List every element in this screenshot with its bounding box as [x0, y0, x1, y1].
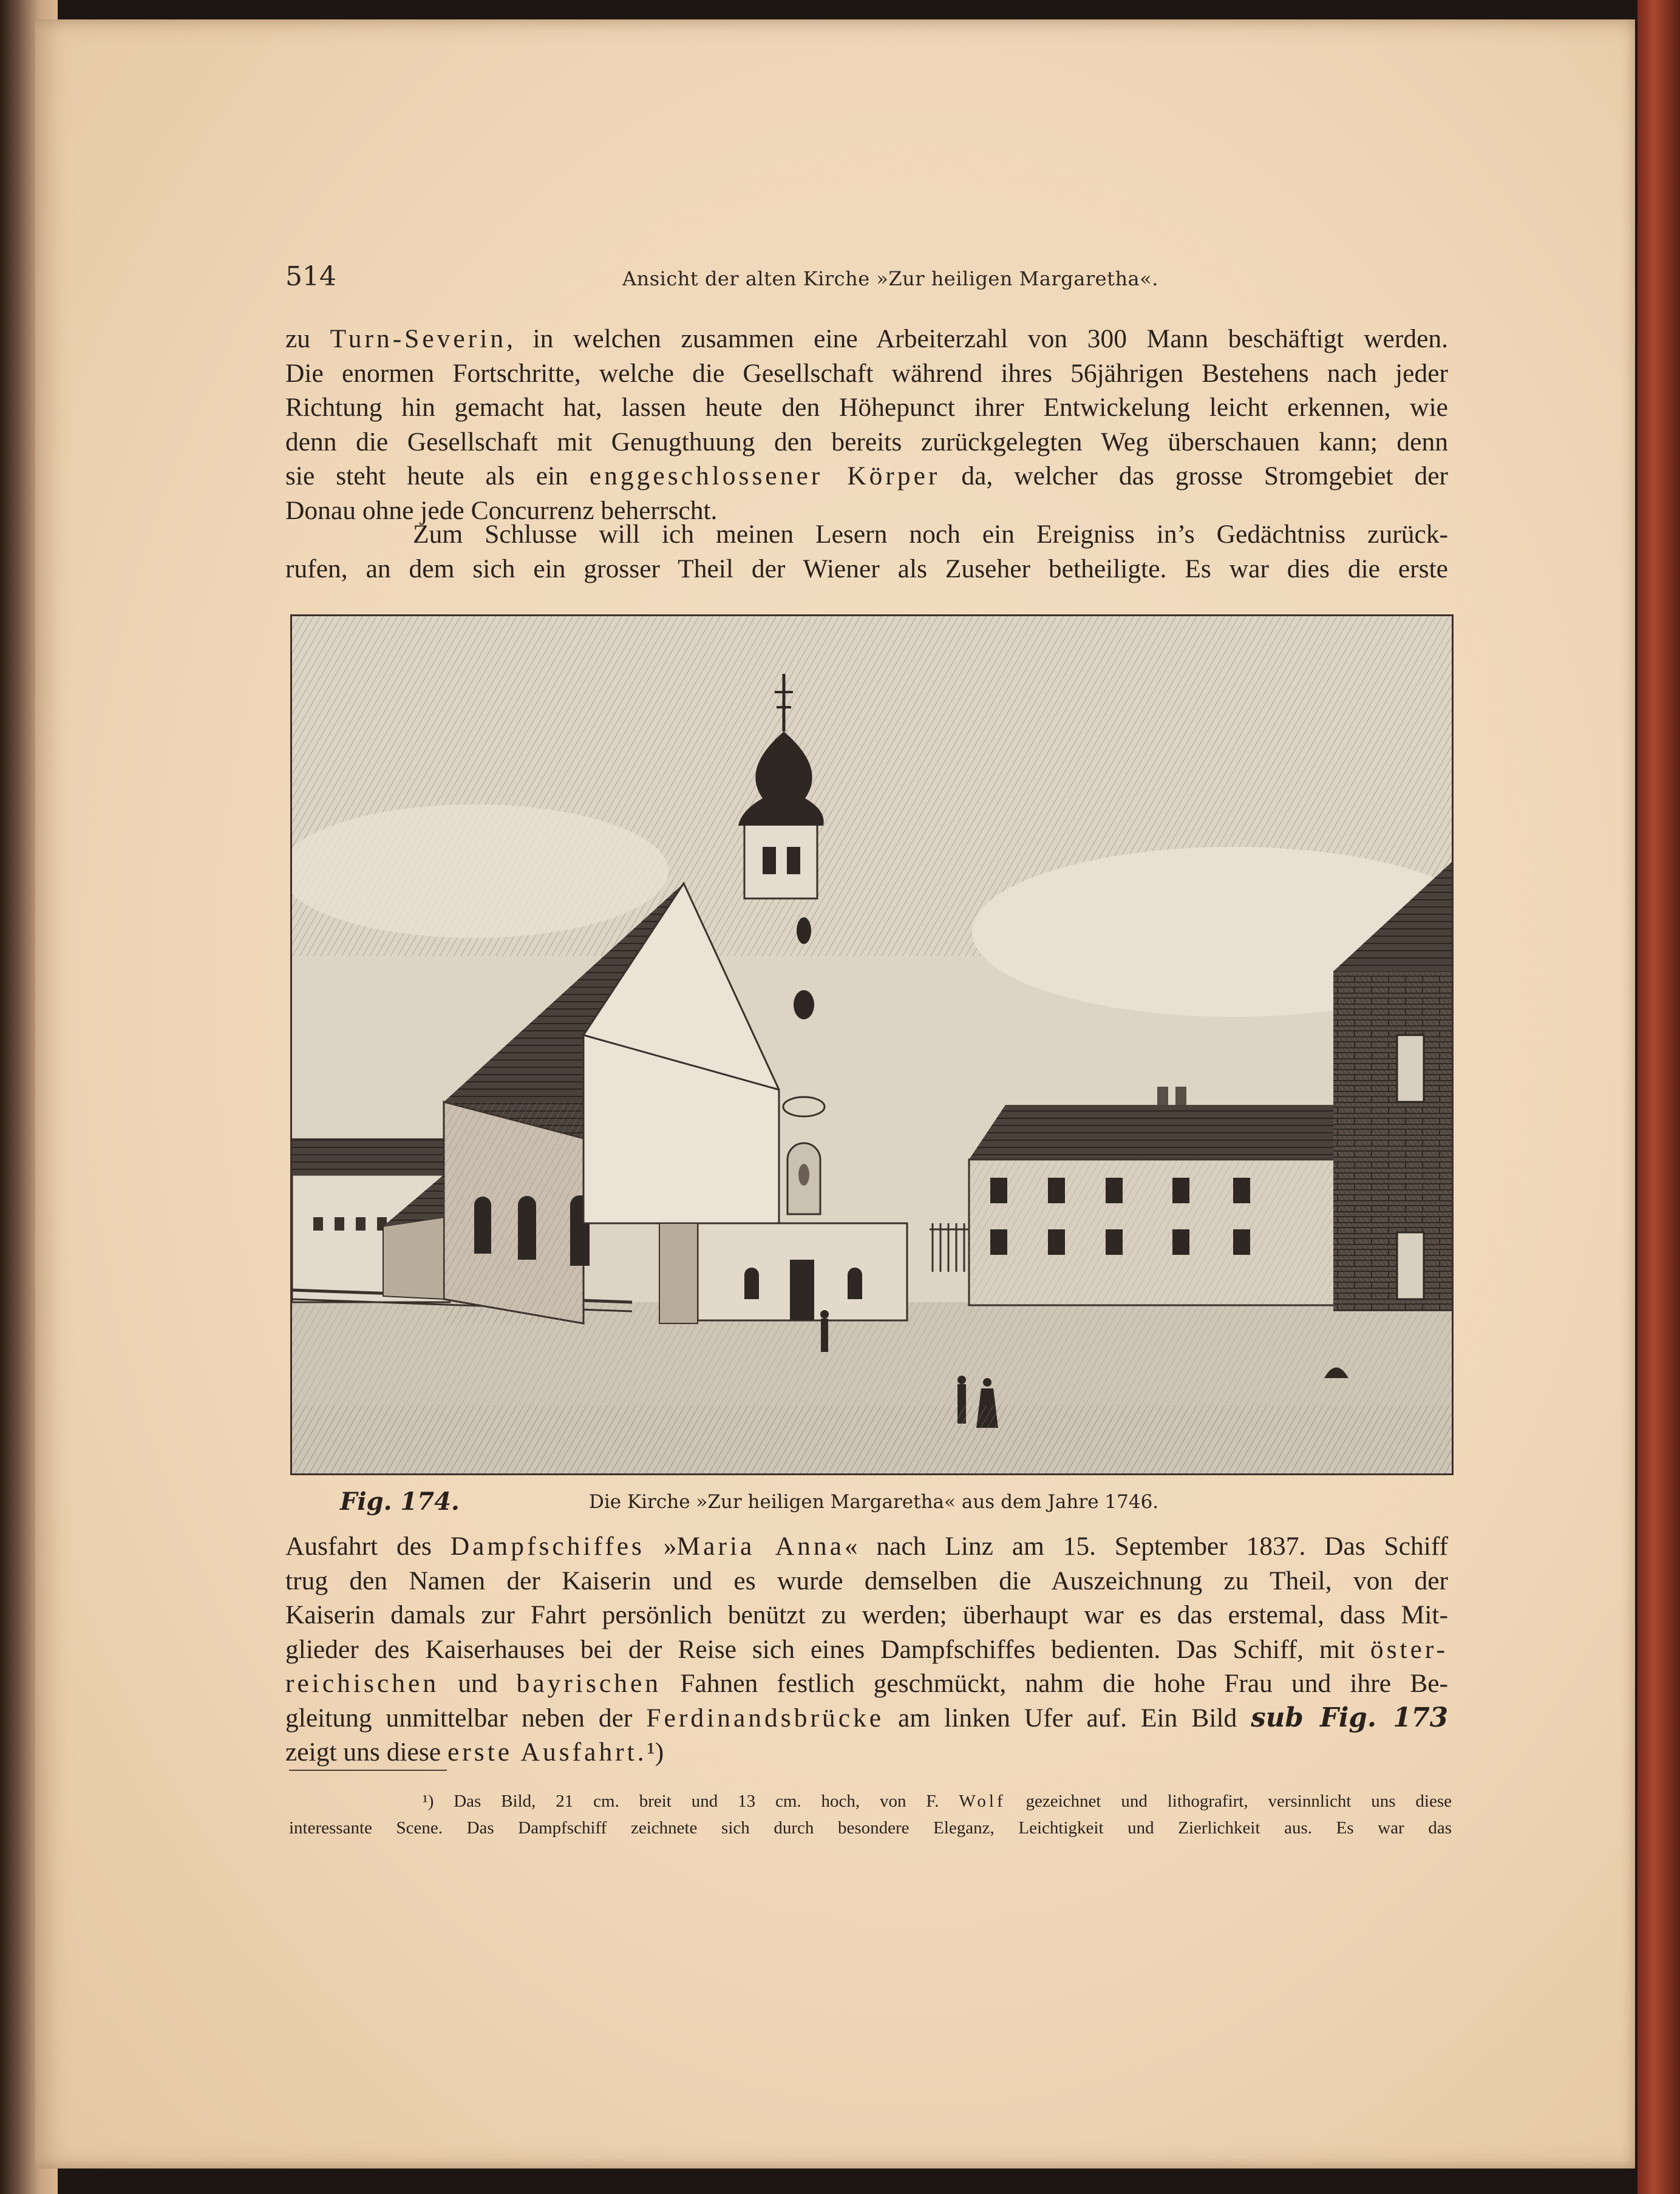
text-line: rufen, an dem sich ein grosser Theil der Wiener als Zuseher betheiligte. Es war dies die erste [285, 554, 1448, 583]
text-line: Die enormen Fortschritte, welche die Gesellschaft während ihres 56jährigen Bestehens nach jeder [285, 358, 1448, 388]
text-line: reichischen und bayrischen Fahnen festlich geschmückt, nahm die hohe Frau und ihre Be- [285, 1669, 1449, 1698]
book-edge [1637, 0, 1680, 2194]
church-illustration [290, 614, 1454, 1475]
text-line: zu Turn-Severin, in welchen zusammen eine Arbeiterzahl von 300 Mann beschäftigt werden. [285, 324, 1448, 353]
text-line: denn die Gesellschaft mit Genugthuung den bereits zurückgelegten Weg überschauen kann; denn [285, 427, 1448, 457]
text-line: Zum Schlusse will ich meinen Lesern noch ein Ereigniss in’s Gedächtniss zurück- [413, 520, 1448, 549]
text-line: sie steht heute als ein enggeschlossener Körper da, welcher das grosse Stromgebiet der [285, 461, 1448, 491]
text-line: Donau ohne jede Concurrenz beherrscht. [285, 495, 718, 525]
footnote [289, 1788, 1452, 1841]
footnote-line: ¹) Das Bild, 21 cm. breit und 13 cm. hoch, von F. Wolf gezeichnet und lithografirt, versinnlicht uns diese [423, 1792, 1452, 1811]
text-line: Ausfahrt des Dampfschiffes »Maria Anna« nach Linz am 15. September 1837. Das Schiff [285, 1532, 1449, 1561]
figure-label: Fig. 174. [340, 1487, 460, 1516]
paragraph-3 [285, 1529, 1448, 1770]
running-head: Ansicht der alten Kirche »Zur heiligen Margaretha«. [622, 267, 1158, 290]
text-line: Kaiserin damals zur Fahrt persönlich benützt zu werden; überhaupt war es das erstemal, dass Mit- [285, 1600, 1448, 1629]
page-number: 514 [285, 261, 336, 292]
paragraph-1 [285, 322, 1448, 528]
text-line: gleitung unmittelbar neben der Ferdinandsbrücke am linken Ufer auf. Ein Bild sub Fig. 173 [285, 1702, 1449, 1733]
text-line: Richtung hin gemacht hat, lassen heute den Höhepunct ihrer Entwickelung leicht erkennen, wie [285, 393, 1448, 422]
paragraph-2 [285, 517, 1448, 586]
figure-caption: Die Kirche »Zur heiligen Margaretha« aus dem Jahre 1746. [589, 1491, 1159, 1513]
text-line: glieder des Kaiserhauses bei der Reise sich eines Dampfschiffes bedienten. Das Schiff, mit öster- [285, 1634, 1448, 1664]
footnote-line: interessante Scene. Das Dampfschiff zeichnete sich durch besondere Eleganz, Leichtigkeit und Zierlichkeit aus. Es war das [289, 1818, 1452, 1838]
text-line: trug den Namen der Kaiserin und es wurde demselben die Auszeichnung zu Theil, von der [285, 1566, 1448, 1595]
text-line: zeigt uns diese erste Ausfahrt.¹) [285, 1737, 664, 1767]
footnote-rule [289, 1770, 447, 1771]
